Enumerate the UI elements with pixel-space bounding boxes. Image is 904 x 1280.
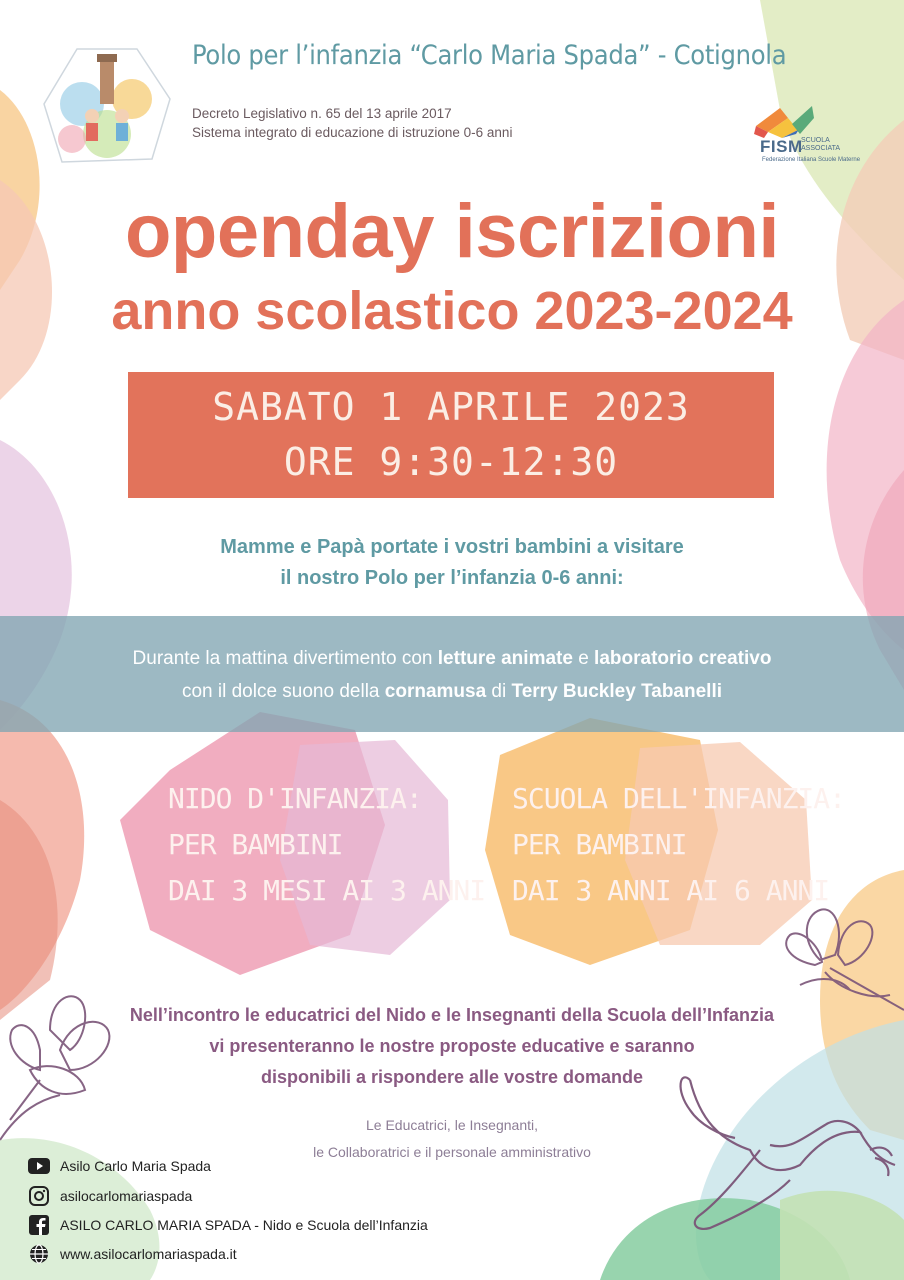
- nido-card: [168, 776, 485, 914]
- youtube-label: Asilo Carlo Maria Spada: [60, 1158, 211, 1174]
- intro-line-2: il nostro Polo per l’infanzia 0-6 anni:: [280, 567, 624, 589]
- activities-line-1: [0, 642, 904, 675]
- nido-line-1: PER BAMBINI: [168, 828, 343, 861]
- fism-name: FISM: [760, 137, 803, 156]
- scuola-line-2: DAI 3 ANNI AI 6 ANNI: [512, 874, 830, 907]
- instagram-link[interactable]: [28, 1183, 448, 1209]
- nido-title: NIDO D'INFANZIA:: [168, 782, 422, 815]
- website-label: www.asilocarlomariaspada.it: [60, 1246, 237, 1262]
- nido-line-2: DAI 3 MESI AI 3 ANNI: [168, 874, 486, 907]
- meeting-line-1: Nell’incontro le educatrici del Nido e le Insegnanti della Scuola dell’Infanzia: [129, 1005, 775, 1025]
- performer-name: Terry Buckley Tabanelli: [511, 681, 723, 702]
- event-time: ORE 9:30-12:30: [283, 440, 619, 484]
- text-segment: e: [572, 648, 595, 669]
- scuola-card: [512, 776, 845, 914]
- facebook-label: ASILO CARLO MARIA SPADA - Nido e Scuola dell’Infanzia: [60, 1217, 428, 1233]
- activities-text: [0, 642, 904, 708]
- scuola-title: SCUOLA DELL'INFANZIA:: [512, 782, 846, 815]
- facebook-icon: [28, 1214, 50, 1236]
- text-segment: di: [486, 681, 512, 702]
- fism-sub-2: ASSOCIATA: [801, 145, 841, 152]
- text-segment: con il dolce suono della: [181, 681, 385, 702]
- meeting-line-2: vi presenteranno le nostre proposte educative e saranno: [209, 1036, 695, 1056]
- youtube-link[interactable]: [28, 1153, 448, 1179]
- intro-text: [0, 532, 904, 594]
- header-title: Polo per l’infanzia “Carlo Maria Spada” - Cotignola: [192, 40, 787, 71]
- meeting-line-3: disponibili a rispondere alle vostre domande: [260, 1067, 644, 1087]
- scuola-line-1: PER BAMBINI: [512, 828, 687, 861]
- intro-line-1: Mamme e Papà portate i vostri bambini a visitare: [220, 536, 684, 558]
- school-logo: [42, 44, 172, 169]
- event-date: SABATO 1 APRILE 2023: [212, 385, 690, 429]
- fism-federation: Federazione Italiana Scuole Materne: [762, 157, 861, 163]
- youtube-icon: [28, 1155, 50, 1177]
- laboratorio-creativo: laboratorio creativo: [594, 648, 772, 669]
- staff-line-2: le Collaboratrici e il personale amministrativo: [313, 1144, 591, 1160]
- instagram-icon: [28, 1185, 50, 1207]
- cornamusa: cornamusa: [384, 681, 487, 702]
- globe-icon: [28, 1243, 50, 1265]
- decree-line-1: Decreto Legislativo n. 65 del 13 aprile 2017: [192, 106, 452, 121]
- instagram-label: asilocarlomariaspada: [60, 1188, 193, 1204]
- sub-title: anno scolastico 2023-2024: [111, 281, 793, 341]
- decree-text: [192, 104, 512, 142]
- staff-line-1: Le Educatrici, le Insegnanti,: [366, 1117, 538, 1133]
- activities-line-2: [0, 675, 904, 708]
- meeting-text: [0, 1000, 904, 1093]
- main-title: openday iscrizioni: [124, 189, 780, 274]
- text-segment: Durante la mattina divertimento con: [132, 648, 438, 669]
- fism-sub: [801, 137, 840, 153]
- decree-line-2: Sistema integrato di educazione di istruzione 0-6 anni: [192, 125, 513, 140]
- website-link[interactable]: [28, 1241, 448, 1267]
- facebook-link[interactable]: [28, 1212, 448, 1238]
- fism-sub-1: SCUOLA: [801, 137, 830, 144]
- letture-animate: letture animate: [437, 648, 573, 669]
